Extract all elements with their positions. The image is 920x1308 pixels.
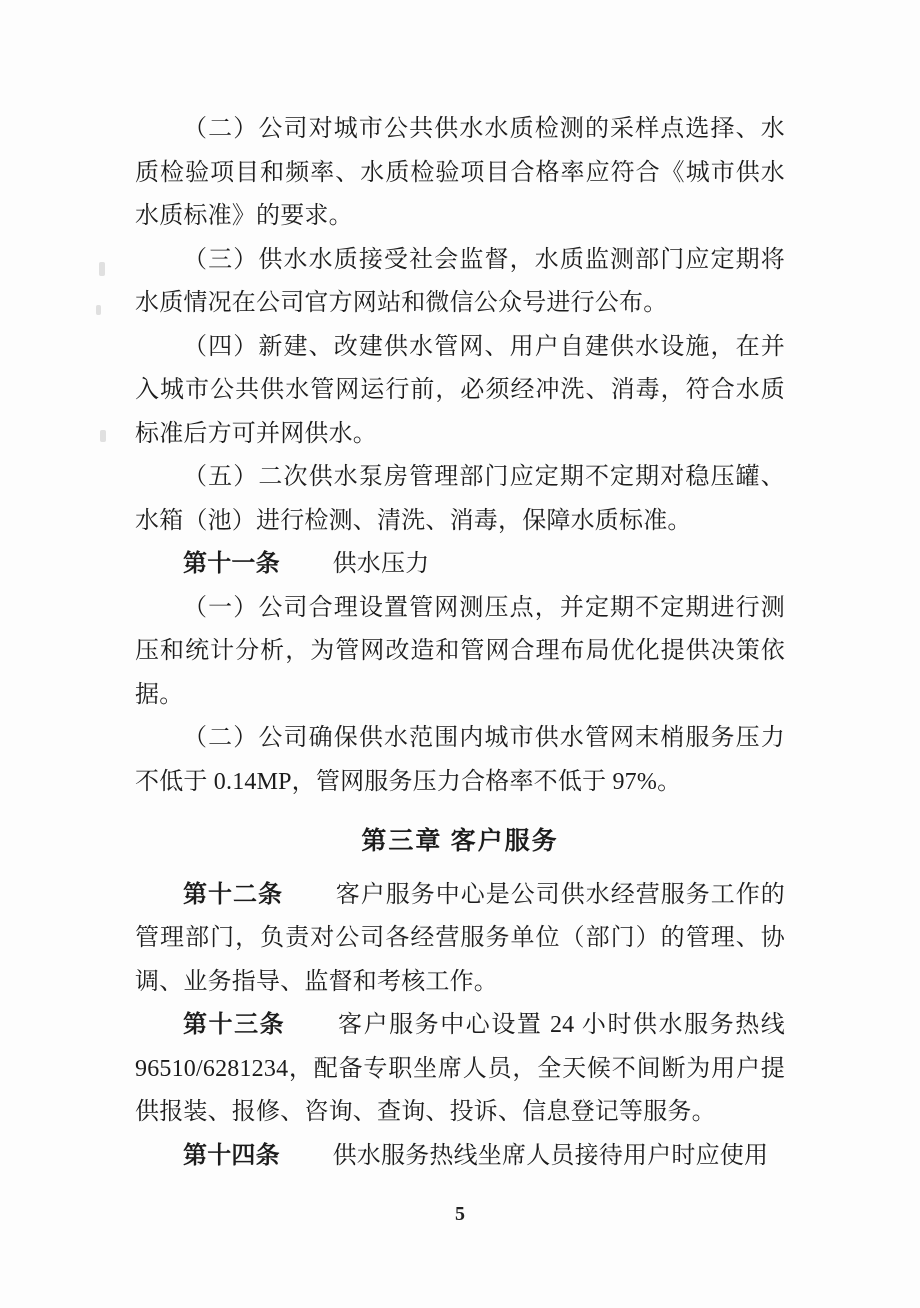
article-11-title: 供水压力 xyxy=(332,551,430,577)
page-number: 5 xyxy=(455,1203,465,1225)
article-13-text: 客户服务中心设置 24 小时供水服务热线 96510/6281234，配备专职坐席人员，全天候不间断为用户提供报装、报修、咨询、查询、投诉、信息登记等服务。 xyxy=(135,1012,785,1125)
article-13-number: 第十三条 xyxy=(183,1012,286,1038)
article-12-text: 客户服务中心是公司供水经营服务工作的管理部门，负责对公司各经营服务单位（部门）的管理、协调、业务指导、监督和考核工作。 xyxy=(135,881,785,995)
page-content xyxy=(135,108,785,1178)
article-14-paragraph xyxy=(135,1135,785,1179)
article-14-number: 第十四条 xyxy=(183,1142,280,1169)
paragraph-item-2-pressure-standard: （二）公司确保供水范围内城市供水管网末梢服务压力不低于 0.14MP，管网服务压力合格率不低于 97%。 xyxy=(135,725,785,795)
paragraph-item-5-secondary-supply: （五）二次供水泵房管理部门应定期不定期对稳压罐、水箱（池）进行检测、清洗、消毒，保障水质标准。 xyxy=(135,464,785,534)
scan-smudge xyxy=(100,430,106,442)
article-11-heading xyxy=(135,543,785,587)
article-13-paragraph xyxy=(135,1004,785,1135)
scan-smudge xyxy=(99,262,105,276)
paragraph-item-3-public-supervision: （三）供水水质接受社会监督，水质监测部门应定期将水质情况在公司官方网站和微信公众号进行公布。 xyxy=(135,246,785,316)
article-12-number: 第十二条 xyxy=(183,881,283,908)
scan-smudge xyxy=(96,305,101,315)
paragraph-item-4-new-pipelines: （四）新建、改建供水管网、用户自建供水设施，在并入城市公共供水管网运行前，必须经冲洗、消毒，符合水质标准后方可并网供水。 xyxy=(135,333,785,447)
article-11-number: 第十一条 xyxy=(183,551,280,577)
paragraph-item-2-water-quality: （二）公司对城市公共供水水质检测的采样点选择、水质检验项目和频率、水质检验项目合格率应符合《城市供水水质标准》的要求。 xyxy=(135,116,785,229)
article-14-text: 供水服务热线坐席人员接待用户时应使用 xyxy=(332,1142,769,1169)
chapter-3-heading: 第三章 客户服务 xyxy=(361,828,559,855)
article-12-paragraph xyxy=(135,874,785,1005)
paragraph-item-1-pressure-points: （一）公司合理设置管网测压点，并定期不定期进行测压和统计分析，为管网改造和管网合理布局优化提供决策依据。 xyxy=(135,594,785,708)
